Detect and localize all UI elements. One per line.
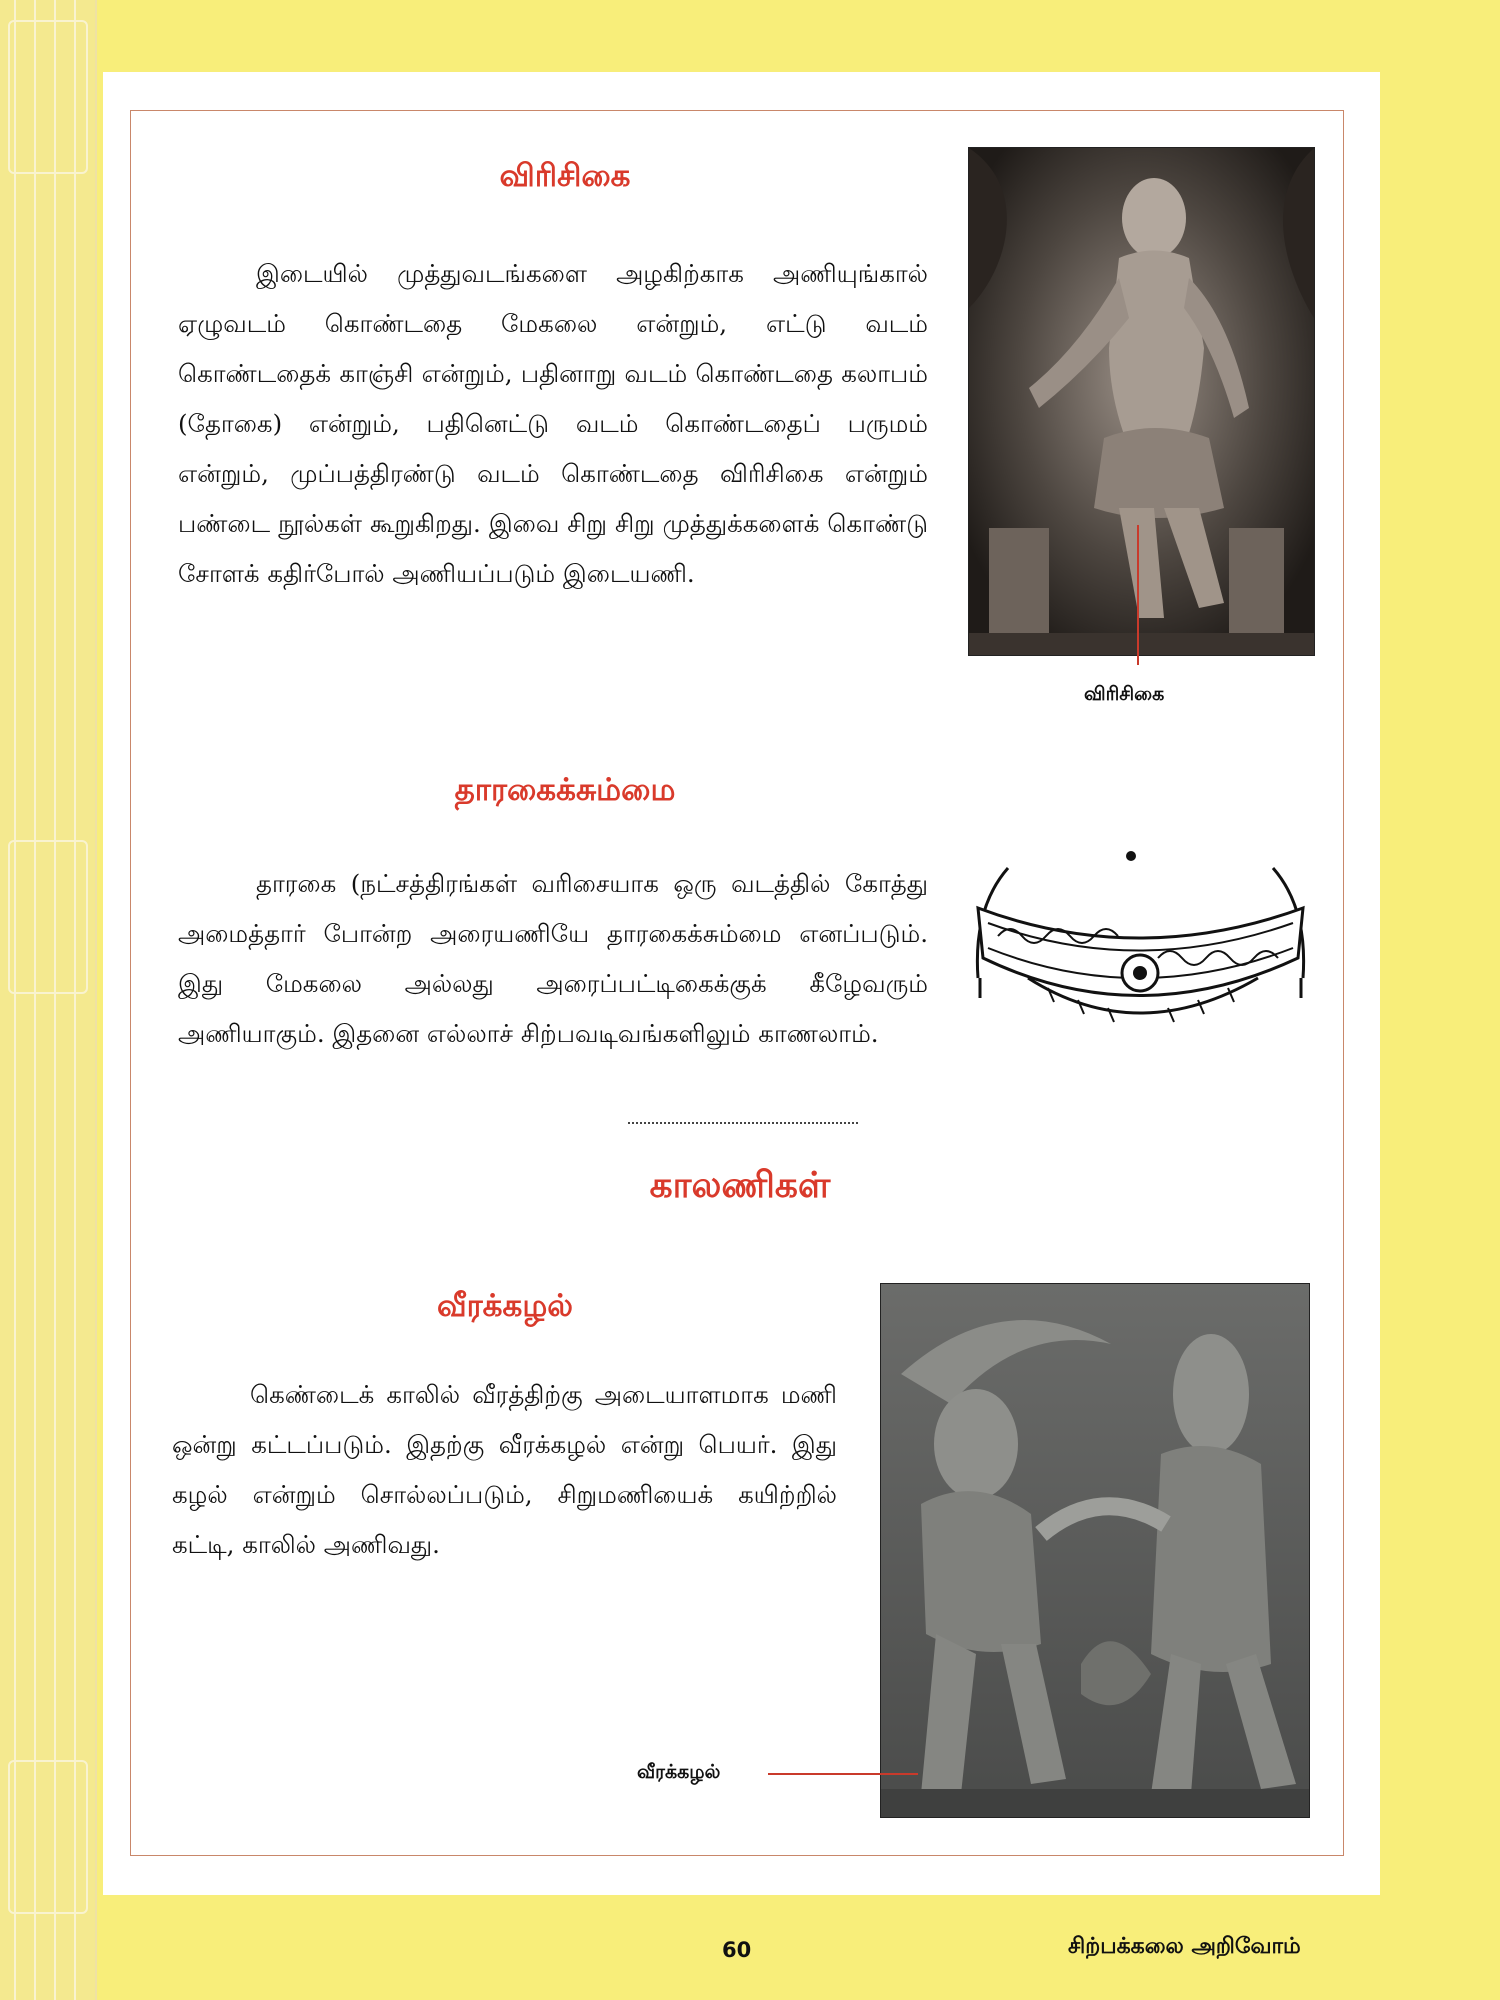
paragraph-virisigai: இடையில் முத்துவடங்களை அழகிற்காக அணியுங்கால் ஏழுவடம் கொண்டதை மேகலை என்றும், எட்டு வடம் கொண்டதைக் காஞ்சி என்றும், பதினாறு வடம் கொண்டதை கலாபம் (தோகை) என்றும், பதினெட்டு வடம் கொண்டதைப் பருமம் என்றும், முப்பத்திரண்டு வடம் கொண்டதை விரிசிகை என்றும் பண்டை நூல்கள் கூறுகிறது. இவை சிறு சிறு முத்துக்களைக் கொண்டு சோளக் கதிர்போல் அணியப்படும் இடையணி.	[178, 259, 928, 588]
heading-veerakkazhal: வீரக்கழல்	[436, 1288, 574, 1324]
left-ornament-border	[0, 0, 97, 2000]
heading-tharagai: தாரகைக்சும்மை	[454, 772, 676, 808]
virisigai-sculpture-photo	[968, 147, 1315, 656]
paragraph-tharagai: தாரகை (நட்சத்திரங்கள் வரிசையாக ஒரு வடத்தில் கோத்து அமைத்தார் போன்ற அரையணியே தாரகைக்சும்மை எனப்படும். இது மேகலை அல்லது அரைப்பட்டிகைக்குக் கீழேவரும் அணியாகும். இதனை எல்லாச் சிற்பவடிவங்களிலும் காணலாம்.	[178, 869, 928, 1048]
ornament-panel	[8, 20, 88, 174]
caption-virisigai: விரிசிகை	[1084, 683, 1165, 705]
caption-leader-line	[1137, 525, 1139, 665]
heading-virisigai: விரிசிகை	[499, 158, 631, 194]
section-divider	[628, 1122, 858, 1124]
heading-kaalanigal: காலணிகள்	[649, 1165, 831, 1206]
caption-leader-line	[768, 1773, 918, 1775]
page-number: 60	[722, 1938, 752, 1962]
tharagai-girdle-drawing	[968, 848, 1313, 1073]
ornament-panel	[8, 840, 88, 994]
paragraph-veerakkazhal: கெண்டைக் காலில் வீரத்திற்கு அடையாளமாக மணி ஒன்று கட்டப்படும். இதற்கு வீரக்கழல் என்று பெயர். இது கழல் என்றும் சொல்லப்படும், சிறுமணியைக் கயிற்றில் கட்டி, காலில் அணிவது.	[172, 1380, 837, 1559]
ornament-column	[54, 0, 76, 2000]
caption-veerakkazhal: வீரக்கழல்	[637, 1761, 721, 1783]
ornament-column	[14, 0, 36, 2000]
book-title: சிற்பக்கலை அறிவோம்	[1068, 1934, 1301, 1959]
veerakkazhal-sculpture-photo	[880, 1283, 1310, 1818]
ornament-panel	[8, 1760, 88, 1914]
